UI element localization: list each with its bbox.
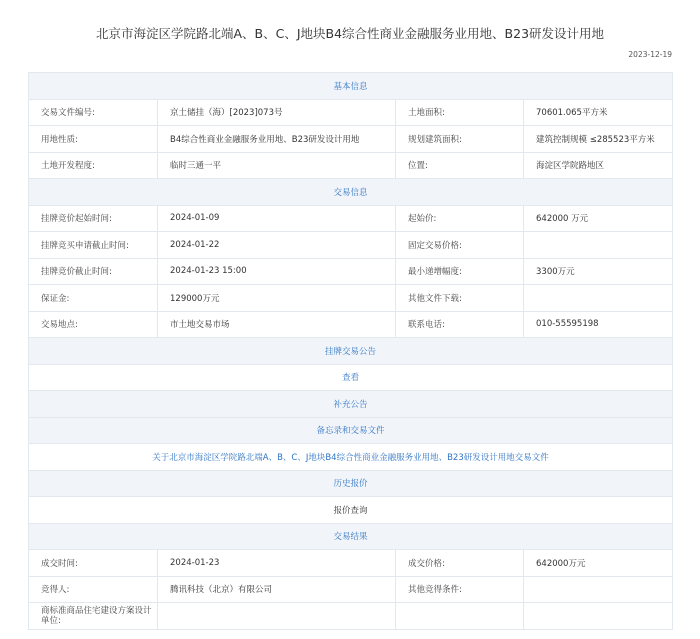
section-supplement-label: 补充公告 bbox=[29, 391, 673, 418]
table-row bbox=[29, 444, 673, 471]
section-header-result bbox=[29, 523, 673, 550]
doc-no-label: 交易文件编号: bbox=[29, 99, 158, 126]
section-basic-label: 基本信息 bbox=[29, 73, 673, 100]
table-row bbox=[29, 603, 673, 630]
table-row bbox=[29, 285, 673, 312]
apply-end-label: 挂牌竞买申请截止时间: bbox=[29, 232, 158, 259]
dev-label: 土地开发程度: bbox=[29, 152, 158, 179]
location-value: 海淀区学院路地区 bbox=[524, 152, 673, 179]
start-value: 2024-01-09 bbox=[158, 205, 396, 232]
designer-label: 商标准商品住宅建设方案设计单位: bbox=[29, 603, 158, 630]
plan-area-label: 规划建筑面积: bbox=[396, 126, 524, 153]
page-title: 北京市海淀区学院路北端A、B、C、J地块B4综合性商业金融服务业用地、B23研发设计用地 bbox=[95, 26, 605, 41]
doc-no-value: 京土储挂（海）[2023]073号 bbox=[158, 99, 396, 126]
section-trade-label: 交易信息 bbox=[29, 179, 673, 206]
deal-time-label: 成交时间: bbox=[29, 550, 158, 577]
apply-end-value: 2024-01-22 bbox=[158, 232, 396, 259]
empty-cell bbox=[396, 603, 524, 630]
section-header-basic bbox=[29, 73, 673, 100]
table-row bbox=[29, 311, 673, 338]
table-row bbox=[29, 364, 673, 391]
phone-label: 联系电话: bbox=[396, 311, 524, 338]
section-header-memo bbox=[29, 417, 673, 444]
other-docs-label: 其他文件下载: bbox=[396, 285, 524, 312]
land-info-table bbox=[28, 72, 673, 630]
section-announcement-label: 挂牌交易公告 bbox=[29, 338, 673, 365]
location-label: 位置: bbox=[396, 152, 524, 179]
bid-end-label: 挂牌竞价截止时间: bbox=[29, 258, 158, 285]
section-history-label: 历史报价 bbox=[29, 470, 673, 497]
table-row bbox=[29, 126, 673, 153]
area-value: 70601.065平方米 bbox=[524, 99, 673, 126]
deposit-label: 保证金: bbox=[29, 285, 158, 312]
section-header-trade bbox=[29, 179, 673, 206]
deposit-value: 129000万元 bbox=[158, 285, 396, 312]
other-cond-label: 其他竞得条件: bbox=[396, 576, 524, 603]
bid-end-value: 2024-01-23 15:00 bbox=[158, 258, 396, 285]
start-price-label: 起始价: bbox=[396, 205, 524, 232]
section-result-label: 交易结果 bbox=[29, 523, 673, 550]
memo-document-link[interactable]: 关于北京市海淀区学院路北端A、B、C、J地块B4综合性商业金融服务业用地、B23研发设计用地交易文件 bbox=[29, 444, 673, 471]
use-label: 用地性质: bbox=[29, 126, 158, 153]
dev-value: 临时三通一平 bbox=[158, 152, 396, 179]
table-row bbox=[29, 152, 673, 179]
place-value: 市土地交易市场 bbox=[158, 311, 396, 338]
deal-price-value: 642000万元 bbox=[524, 550, 673, 577]
table-row bbox=[29, 99, 673, 126]
fixed-price-label: 固定交易价格: bbox=[396, 232, 524, 259]
designer-value bbox=[158, 603, 396, 630]
table-row bbox=[29, 497, 673, 524]
table-row bbox=[29, 576, 673, 603]
section-header-history bbox=[29, 470, 673, 497]
phone-value: 010-55595198 bbox=[524, 311, 673, 338]
section-header-supplement bbox=[29, 391, 673, 418]
min-increment-value: 3300万元 bbox=[524, 258, 673, 285]
other-docs-value[interactable] bbox=[524, 285, 673, 312]
table-row bbox=[29, 232, 673, 259]
start-price-value: 642000 万元 bbox=[524, 205, 673, 232]
min-increment-label: 最小递增幅度: bbox=[396, 258, 524, 285]
other-cond-value bbox=[524, 576, 673, 603]
winner-label: 竞得人: bbox=[29, 576, 158, 603]
deal-time-value: 2024-01-23 bbox=[158, 550, 396, 577]
table-row bbox=[29, 205, 673, 232]
price-query-link[interactable]: 报价查询 bbox=[29, 497, 673, 524]
section-header-announcement bbox=[29, 338, 673, 365]
winner-value: 腾讯科技（北京）有限公司 bbox=[158, 576, 396, 603]
table-row bbox=[29, 550, 673, 577]
deal-price-label: 成交价格: bbox=[396, 550, 524, 577]
use-value: B4综合性商业金融服务业用地、B23研发设计用地 bbox=[158, 126, 396, 153]
start-label: 挂牌竞价起始时间: bbox=[29, 205, 158, 232]
table-row bbox=[29, 258, 673, 285]
place-label: 交易地点: bbox=[29, 311, 158, 338]
fixed-price-value bbox=[524, 232, 673, 259]
plan-area-value: 建筑控制规模 ≤285523平方米 bbox=[524, 126, 673, 153]
publish-date: 2023-12-19 bbox=[628, 50, 672, 59]
view-announcement-link[interactable]: 查看 bbox=[29, 364, 673, 391]
area-label: 土地面积: bbox=[396, 99, 524, 126]
empty-cell bbox=[524, 603, 673, 630]
section-memo-label: 备忘录和交易文件 bbox=[29, 417, 673, 444]
